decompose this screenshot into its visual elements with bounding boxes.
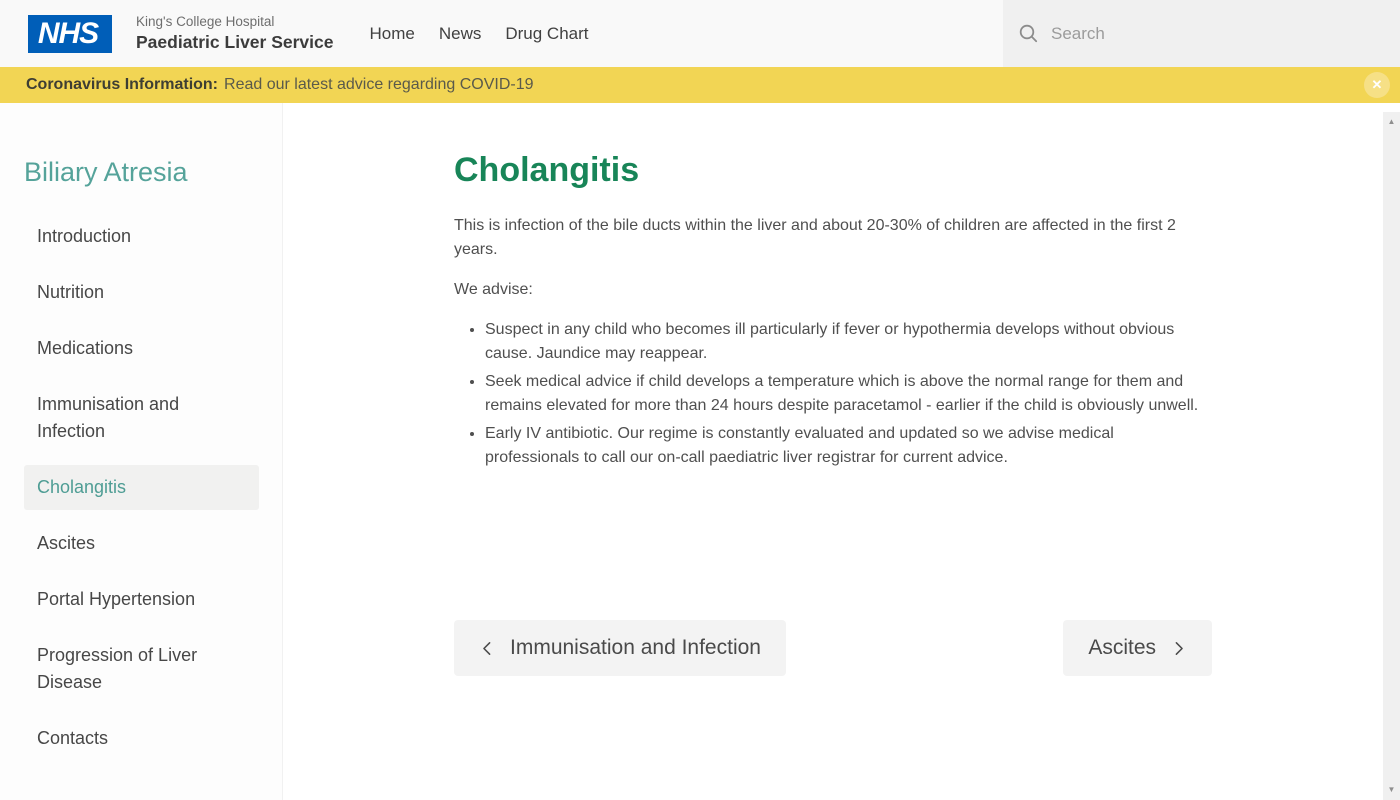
- site-header: [0, 0, 1400, 67]
- banner-advice-link[interactable]: Read our latest advice regarding COVID-19: [224, 76, 534, 93]
- nhs-logo: NHS: [28, 15, 112, 53]
- home-brand-link[interactable]: [28, 13, 333, 55]
- covid-banner: [0, 67, 1400, 103]
- scroll-up-icon[interactable]: ▲: [1387, 117, 1396, 126]
- article: [454, 103, 1212, 676]
- sidebar-title-biliary-atresia[interactable]: Biliary Atresia: [24, 157, 188, 187]
- advice-item: • Suspect in any child who becomes ill particularly if fever or hypothermia develops without obvious cause. Jaundice may reappear.: [485, 318, 1212, 366]
- chevron-right-icon: [1170, 639, 1187, 658]
- scrollbar-column: [1383, 103, 1400, 800]
- service-name: Paediatric Liver Service: [136, 31, 334, 52]
- chevron-left-icon: [479, 639, 496, 658]
- nav-item-news[interactable]: News: [438, 23, 482, 43]
- nav-item-home[interactable]: Home: [369, 23, 415, 43]
- banner-bold-text: Coronavirus Information:: [26, 76, 219, 93]
- sidebar-item-portal-hypertension[interactable]: Portal Hypertension: [37, 589, 196, 610]
- search-box: [1003, 0, 1400, 67]
- sidebar-nav: [24, 214, 259, 761]
- scrollbar[interactable]: [1383, 112, 1400, 800]
- banner-close-button[interactable]: [1364, 72, 1390, 98]
- prev-page-label: Immunisation and Infection: [510, 636, 761, 660]
- content-area: [0, 103, 1400, 800]
- prev-page-button[interactable]: [454, 620, 786, 676]
- advice-item: • Seek medical advice if child develops a temperature which is above the normal range for them and remains elevated for more than 24 hours despite paracetamol - earlier if the child is obviously unwell.: [485, 370, 1212, 418]
- advise-label: We advise:: [454, 281, 533, 299]
- sidebar-item-cholangitis[interactable]: Cholangitis: [24, 465, 259, 510]
- main-area: [283, 103, 1383, 800]
- search-icon: [1019, 24, 1038, 43]
- next-page-button[interactable]: [1063, 620, 1212, 676]
- sidebar: [0, 103, 283, 800]
- intro-paragraph: This is infection of the bile ducts within the liver and about 20-30% of children are affected in the first 2 years.: [454, 217, 1176, 259]
- sidebar-item-nutrition[interactable]: Nutrition: [37, 282, 105, 303]
- org-name: King's College Hospital: [136, 13, 275, 29]
- advice-item: • Early IV antibiotic. Our regime is constantly evaluated and updated so we advise medical professionals to call our on-call paediatric liver registrar for current advice.: [485, 422, 1212, 470]
- sidebar-item-medications[interactable]: Medications: [37, 338, 134, 359]
- page-title: Cholangitis: [454, 151, 640, 189]
- sidebar-item-immunisation-and-infection[interactable]: Immunisation and Infection: [37, 394, 180, 442]
- search-input[interactable]: [1051, 24, 1381, 44]
- scroll-down-icon[interactable]: ▼: [1387, 785, 1396, 794]
- next-page-label: Ascites: [1088, 636, 1156, 660]
- sidebar-item-introduction[interactable]: Introduction: [37, 226, 132, 247]
- pager: [454, 620, 1212, 676]
- sidebar-item-contacts[interactable]: Contacts: [37, 728, 109, 749]
- advice-list: [454, 318, 1212, 470]
- sidebar-item-ascites[interactable]: Ascites: [37, 533, 96, 554]
- close-icon: ✕: [1371, 77, 1383, 92]
- main-nav: [357, 14, 600, 54]
- nav-item-drug-chart[interactable]: Drug Chart: [505, 23, 589, 43]
- sidebar-item-progression-of-liver-disease[interactable]: Progression of Liver Disease: [37, 645, 198, 693]
- brand-text: [136, 13, 333, 55]
